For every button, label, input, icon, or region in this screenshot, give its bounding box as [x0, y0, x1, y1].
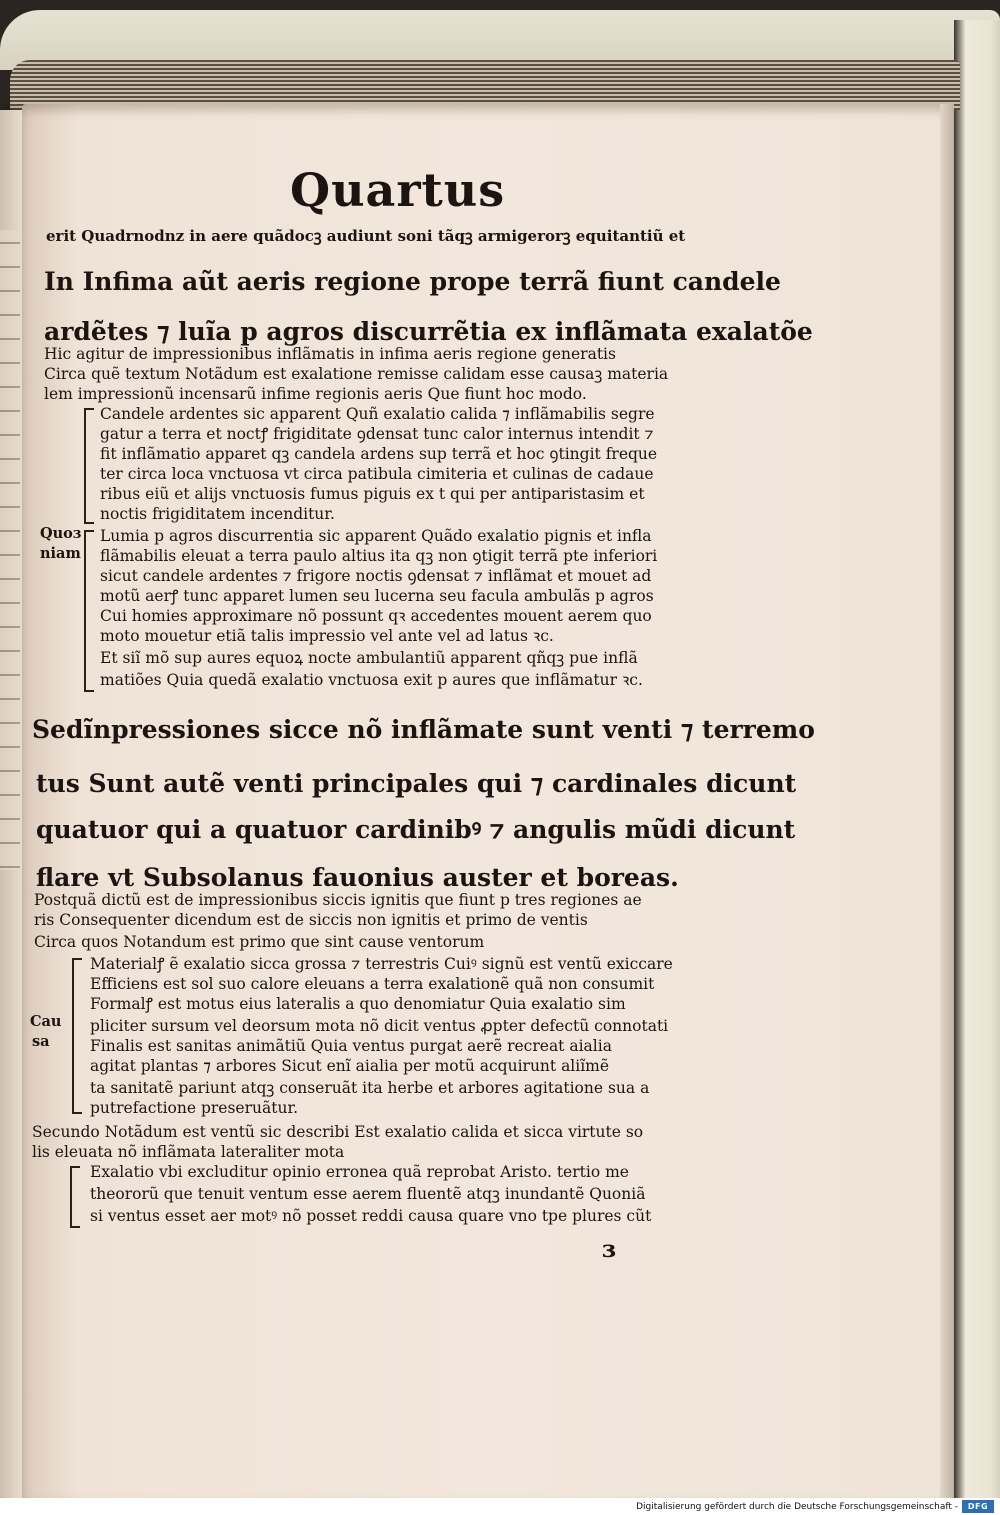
commentary-line: flãmabilis eleuat a terra paulo altius ita qꝫ non ꝯtigit terrã pte inferiori — [100, 547, 658, 565]
commentary-line: Secundo Notãdum est ventũ sic describi Est exalatio calida et sicca virtute so — [32, 1123, 644, 1141]
commentary-line: theororũ que tenuit ventum esse aerem fluentẽ atqꝫ inundantẽ Quoniã — [90, 1185, 646, 1203]
bracket — [72, 958, 74, 1114]
funding-credit: Digitalisierung gefördert durch die Deutsche Forschungsgemeinschaft - — [636, 1502, 958, 1512]
commentary-line: ribus eiũ et alijs vnctuosis fumus piguis ex t qui per antiparistasim et — [100, 485, 645, 503]
text-line: tus Sunt autẽ venti principales qui ⁊ cardinales dicunt — [36, 769, 797, 798]
commentary-line: Postquã dictũ est de impressionibus siccis ignitis que fiunt p tres regiones ae — [34, 891, 642, 909]
margin-note: Quoɜ — [40, 525, 81, 542]
commentary-line: Formalꝭ est motus eius lateralis a quo denomiatur Quia exalatio sim — [90, 995, 626, 1013]
commentary-line: lem impressionũ incensarũ infime regionis aeris Que fiunt hoc modo. — [44, 385, 587, 403]
commentary-line: sicut candele ardentes ⁊ frigore noctis ꝯdensat ⁊ inflãmat et mouet ad — [100, 567, 652, 585]
commentary-line: Efficiens est sol suo calore eleuans a terra exalationẽ quã non consumit — [90, 975, 655, 993]
commentary-line: ris Consequenter dicendum est de siccis non ignitis et primo de ventis — [34, 911, 588, 929]
text-line: quatuor qui a quatuor cardinibꝰ ⁊ angulis mũdi dicunt — [36, 815, 796, 844]
commentary-line: moto mouetur etiã talis impressio vel ante vel ad latus ꝛc. — [100, 627, 554, 645]
commentary-line: Circa quos Notandum est primo que sint cause ventorum — [34, 933, 485, 951]
commentary-line: Candele ardentes sic apparent Quñ exalatio calida ⁊ inflãmabilis segre — [100, 405, 655, 423]
footer-bar — [0, 1498, 1000, 1515]
commentary-line: Lumia p agros discurrentia sic apparent Quãdo exalatio pignis et infla — [100, 527, 652, 545]
commentary-line: Finalis est sanitas animãtiũ Quia ventus purgat aerẽ recreat aialia — [90, 1037, 612, 1055]
dfg-logo: DFG — [962, 1500, 994, 1513]
text-line: flare vt Subsolanus fauonius auster et boreas. — [36, 863, 679, 892]
signature-mark: ɜ — [602, 1234, 616, 1263]
text-line: In Infima aũt aeris regione prope terrã fiunt candele — [44, 267, 781, 296]
commentary-line: si ventus esset aer motꝰ nõ posset reddi causa quare vno tpe plures cũt — [90, 1207, 652, 1225]
commentary-line: pliciter sursum vel deorsum mota nõ dicit ventus ꝓpter defectũ connotati — [90, 1017, 669, 1035]
commentary-line: lis eleuata nõ inflãmata lateraliter mota — [32, 1143, 345, 1161]
commentary-line: ter circa loca vnctuosa vt circa patibula cimiteria et culinas de cadaue — [100, 465, 654, 483]
commentary-line: Circa quẽ textum Notãdum est exalatione remisse calidam esse causaꝫ materia — [44, 365, 669, 383]
commentary-line: Hic agitur de impressionibus inflãmatis in infima aeris regione generatis — [44, 345, 616, 363]
commentary-line: Cui homies approximare nõ possunt qꝛ accedentes mouent aerem quo — [100, 607, 652, 625]
margin-note: Cau — [30, 1013, 62, 1030]
commentary-line: Exalatio vbi excluditur opinio erronea quã reprobat Aristo. tertio me — [90, 1163, 629, 1181]
commentary-line: fit inflãmatio apparet qꝫ candela ardens sup terrã et hoc ꝯtingit freque — [100, 445, 658, 463]
bracket — [84, 408, 86, 524]
commentary-line: noctis frigiditatem incenditur. — [100, 505, 335, 523]
commentary-line: ta sanitatẽ pariunt atqꝫ conseruãt ita herbe et arbores agitatione sua a — [90, 1079, 650, 1097]
commentary-line: Et siĩ mõ sup aures equoꝝ nocte ambulantiũ apparent qñqꝫ pue inflã — [100, 649, 638, 667]
running-header-line: erit Quadrnodnz in aere quãdocꝫ audiunt soni tãqꝫ armigerorꝫ equitantiũ et — [46, 227, 686, 245]
text-line: Sedĩnpressiones sicce nõ inflãmate sunt venti ⁊ terremo — [32, 715, 815, 744]
bracket — [70, 1166, 72, 1228]
bracket — [84, 530, 86, 692]
commentary-line: matiões Quia quedã exalatio vnctuosa exit p aures que inflãmatur ꝛc. — [100, 671, 643, 689]
commentary-line: gatur a terra et noctꝭ frigiditate ꝯdensat tunc calor internus intendit ⁊ — [100, 425, 654, 443]
margin-note: sa — [32, 1033, 50, 1050]
commentary-line: Materialꝭ ẽ exalatio sicca grossa ⁊ terrestris Cuiꝰ signũ est ventũ exiccare — [90, 955, 673, 973]
commentary-line: agitat plantas ⁊ arbores Sicut enĩ aialia per motũ acquirunt aliĩmẽ — [90, 1057, 610, 1075]
text-line: ardẽtes ⁊ luĩa p agros discurrẽtia ex inflãmata exalatõe — [44, 317, 813, 346]
commentary-line: motũ aerꝭ tunc apparet lumen seu lucerna seu facula ambulãs p agros — [100, 587, 654, 605]
margin-note: niam — [40, 545, 81, 562]
commentary-line: putrefactione preseruãtur. — [90, 1099, 299, 1117]
page-title: Quartus — [290, 163, 506, 217]
